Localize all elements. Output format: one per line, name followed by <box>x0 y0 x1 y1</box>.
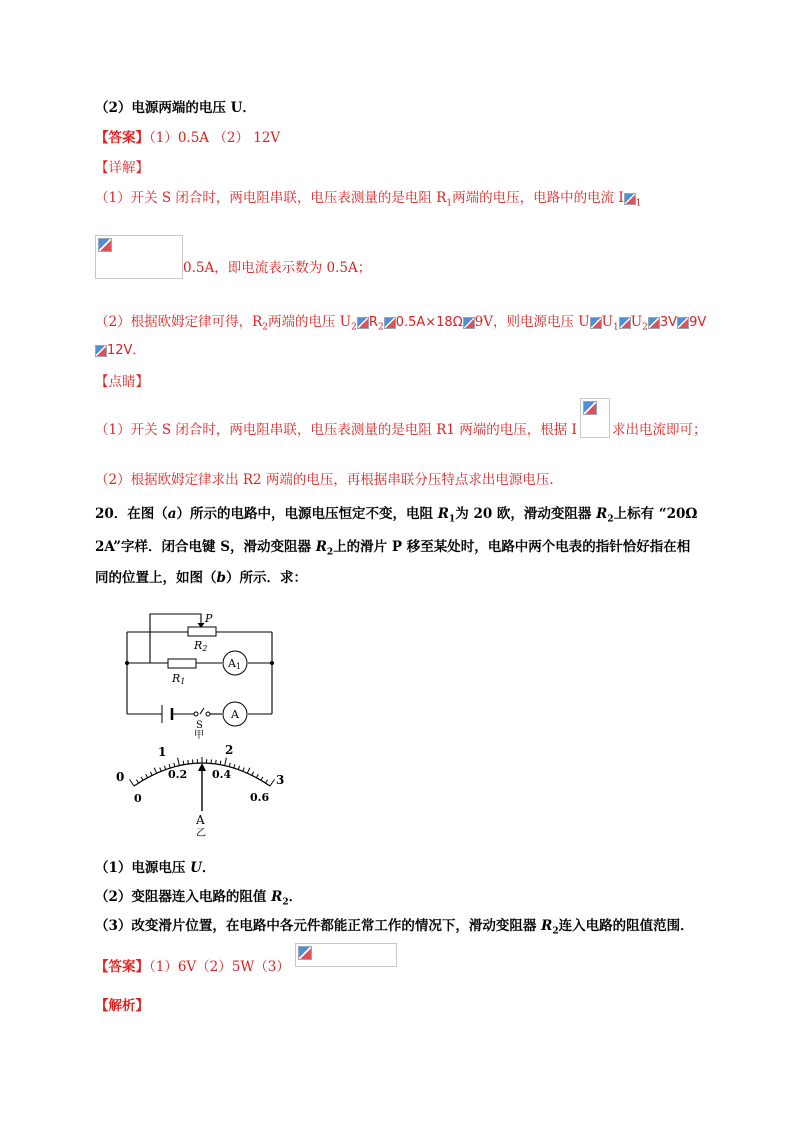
dial-tick <box>234 764 235 768</box>
question-20-part-3: （3）改变滑片位置，在电路中各元件都能正常工作的情况下，滑动变阻器 $R_2$连入电路的阻值范围． <box>95 918 694 937</box>
question-part: （2）电源两端的电压 U． <box>95 100 256 116</box>
dial-tick <box>150 772 152 776</box>
dial-tick <box>183 761 184 765</box>
answer-text: （1）0.5A （2） 12V <box>149 130 281 146</box>
detail-line-1: （1）开关 S 闭合时，两电阻串联，电压表测量的是电阻 $R_1$两端的电压，电路中的电流 I $_1$ <box>95 190 642 209</box>
slider-arrow <box>198 622 204 627</box>
dial-tick <box>216 760 217 764</box>
scale-bottom-label: 0.2 <box>168 768 188 781</box>
detail-heading: 【详解】 <box>95 160 149 176</box>
switch-contact <box>194 712 198 716</box>
broken-image-icon <box>624 193 636 205</box>
dial-tick <box>154 768 156 773</box>
broken-formula-image <box>580 398 610 438</box>
broken-image-icon <box>583 401 597 415</box>
scale-bottom-label: 0.4 <box>212 768 232 781</box>
junction-dot <box>270 661 274 665</box>
dial-tick <box>174 763 175 767</box>
broken-image-icon <box>463 317 475 329</box>
answer-tag: 【答案】 <box>95 130 149 146</box>
dial-tick <box>238 766 239 770</box>
dial-tick <box>160 768 162 772</box>
dial-tick <box>130 779 134 786</box>
scale-top-label: 2 <box>225 743 234 757</box>
broken-image-icon <box>384 317 396 329</box>
answer-line <box>95 128 280 148</box>
resistor-r1 <box>168 659 196 668</box>
broken-image-icon <box>357 317 369 329</box>
dial-tick <box>188 760 189 764</box>
comment-heading: 【点睛】 <box>95 374 149 390</box>
resistor-r2 <box>188 627 216 636</box>
label-a1: A1 <box>228 657 242 671</box>
scale-bottom-label: 0.6 <box>250 791 270 804</box>
dial-tick <box>141 777 143 780</box>
dial-tick <box>261 777 263 780</box>
broken-image-icon <box>95 345 107 357</box>
question-20-part-1: （1）电源电压 U． <box>95 860 216 876</box>
answer-text: （1）6V（2）5W（3） <box>149 959 290 975</box>
dial-tick <box>256 774 258 778</box>
label-jia: 甲 <box>194 730 204 741</box>
question-20-line-2: 2A”字样．闭合电键 S，滑动变阻器 $R_2$上的滑片 P 移至某处时，电路中两个电表的指针恰好指在相 <box>95 539 691 558</box>
detail-line-2: （2）根据欧姆定律可得，$R_2$两端的电压 $U_2$ $R_2$ 0.5A×18Ω 9V，则电源电压 U $U_1$ $U_2$ 3V 9V <box>95 314 707 333</box>
comment-line-1-tail: 求出电流即可； <box>612 422 707 438</box>
dial-tick <box>225 758 227 766</box>
broken-image-icon <box>298 946 312 960</box>
comment-line-1: （1）开关 S 闭合时，两电阻串联，电压表测量的是电阻 R1 两端的电压，根据 I <box>95 422 577 438</box>
label-yi: 乙 <box>196 828 206 838</box>
label-p: P <box>205 612 213 625</box>
dial-tick <box>243 768 245 772</box>
broken-image-icon <box>648 317 660 329</box>
comment-line-2: （2）根据欧姆定律求出 R2 两端的电压，再根据串联分压特点求出电源电压. <box>95 472 554 488</box>
broken-image-icon <box>619 317 631 329</box>
dial-tick <box>270 779 274 786</box>
dial-tick <box>136 780 138 783</box>
answer-tag: 【答案】 <box>95 959 149 975</box>
dial-tick <box>252 772 254 776</box>
needle-tip <box>198 763 206 771</box>
broken-formula-image <box>95 235 183 279</box>
scale-top-label: 0 <box>116 770 125 784</box>
answer-20-line <box>95 957 290 977</box>
junction-dot <box>125 661 129 665</box>
label-r2: R2 <box>194 639 208 653</box>
question-20-line-1: 20．在图（a）所示的电路中，电源电压恒定不变，电阻 $R_1$为 20 欧，滑动变阻器 $R_2$上标有 “20Ω <box>95 506 698 525</box>
meter-label: A <box>196 813 205 827</box>
dial-tick <box>220 761 221 765</box>
label-a: A <box>231 708 239 721</box>
broken-formula-image <box>295 943 397 967</box>
label-s: S <box>196 720 203 731</box>
ammeter-dial <box>116 743 284 838</box>
dial-tick <box>247 768 249 773</box>
label-r1: R1 <box>172 672 186 686</box>
dial-tick <box>229 763 230 767</box>
switch-contact <box>206 712 210 716</box>
scale-top-label: 3 <box>276 773 285 787</box>
dial-tick <box>178 758 180 766</box>
dial-tick <box>265 780 267 783</box>
detail-line-1b: 0.5A，即电流表示数为 0.5A； <box>183 260 372 276</box>
broken-image-icon <box>98 238 112 252</box>
dial-tick <box>164 766 165 770</box>
analysis-heading: 【解析】 <box>95 998 149 1014</box>
broken-image-icon <box>590 317 602 329</box>
scale-top-label: 1 <box>158 745 167 759</box>
broken-image-icon <box>677 317 689 329</box>
question-20-line-3: 同的位置上，如图（b）所示．求： <box>95 570 307 586</box>
dial-tick <box>146 774 148 778</box>
circuit-figure <box>110 608 310 838</box>
question-20-part-2: （2）变阻器连入电路的阻值 $R_2$． <box>95 889 303 908</box>
scale-bottom-label: 0 <box>134 792 142 805</box>
detail-line-2b: 12V． <box>95 340 145 361</box>
